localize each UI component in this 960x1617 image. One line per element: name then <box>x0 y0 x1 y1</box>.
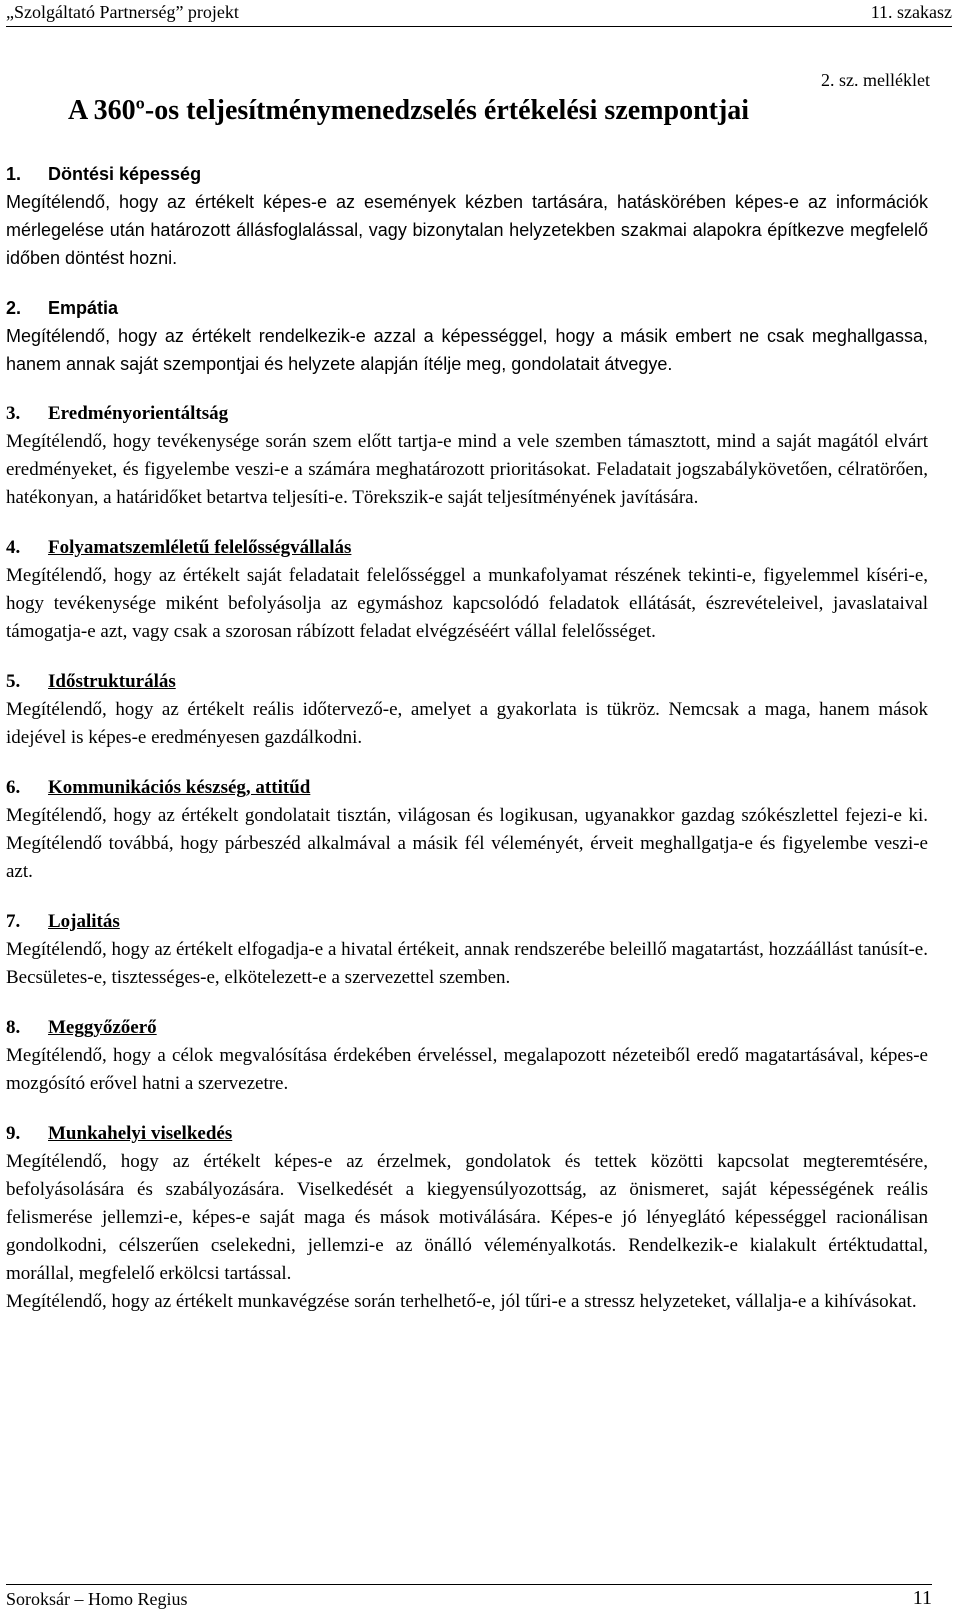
section-body: Megítélendő, hogy az értékelt saját feladatait felelősséggel a munkafolyamat részének tekinti-e, figyelemmel kíséri-e, hogy tevékenysége miként befolyásolja az egymáshoz kapcsolódó feladatok ellátását, észrevételeivel, javaslataival támogatja-e azt, vagy csak a szorosan rábízott feladat elvégzéséért vállal felelősséget. <box>6 565 928 642</box>
section-number: 6. <box>6 777 21 798</box>
section-number: 1. <box>6 164 22 184</box>
section-decision <box>6 160 928 272</box>
section-title: Lojalitás <box>48 911 120 932</box>
section-loyalty <box>6 908 928 992</box>
section-title: Empátia <box>48 298 119 318</box>
sections <box>6 160 928 1338</box>
section-body: Megítélendő, hogy az értékelt gondolatait tisztán, világosan és logikusan, ugyanakkor gazdag szókészlettel fejezi-e ki. Megítélendő továbbá, hogy párbeszéd alkalmával a másik fél véleményét, érveit meghallgatja-e és figyelembe veszi-e azt. <box>6 805 928 882</box>
header-section: 11. szakasz <box>870 2 952 22</box>
section-heading <box>6 534 928 562</box>
section-body: Megítélendő, hogy a célok megvalósítása érdekében érveléssel, megalapozott nézeteiből eredő magatartásával, képes-e mozgósító erővel hatni a szervezetre. <box>6 1045 928 1094</box>
section-body: Megítélendő, hogy az értékelt képes-e az események kézben tartására, hatáskörében képes-e az információk mérlegelése után határozott állásfoglalással, vagy bizonytalan helyzetekben szakmai alapokra építkezve megfelelő időben döntést hozni. <box>6 192 928 268</box>
section-body-continued: Megítélendő, hogy az értékelt munkavégzése során terhelhető-e, jól tűri-e a stressz helyzeteket, vállalja-e a kihívásokat. <box>6 1291 917 1312</box>
section-time-structuring <box>6 668 928 752</box>
page-footer <box>6 1584 932 1615</box>
section-title: Kommunikációs készség, attitűd <box>48 777 311 798</box>
annex-label: 2. sz. melléklet <box>821 70 930 90</box>
section-body: Megítélendő, hogy az értékelt képes-e az érzelmek, gondolatok és tettek közötti kapcsolat megteremtésére, befolyásolására és szabályozására. Viselkedését a kiegyensúlyozottság, az önismeret, saját képességének reális felismerése jellemzi-e, képes-e saját maga és mások motiválására. Képes-e jó lényeglátó képességgel racionálisan gondolkodni, célszerűen cselekedni, jellemzi-e az önálló véleményalkotás. Rendelkezik-e kialakult értéktudattal, morállal, megfelelő erkölcsi tartással. <box>6 1151 928 1284</box>
section-heading <box>6 160 928 188</box>
header-project: „Szolgáltató Partnerség” projekt <box>6 2 239 22</box>
page-number: 11 <box>912 1587 932 1609</box>
section-empathy <box>6 294 928 378</box>
section-workplace-behavior <box>6 1120 928 1316</box>
section-results <box>6 400 928 512</box>
section-heading <box>6 1014 928 1042</box>
section-title: Döntési képesség <box>48 164 202 184</box>
section-number: 2. <box>6 298 22 318</box>
section-body: Megítélendő, hogy tevékenysége során szem előtt tartja-e mind a vele szemben támasztott, mind a saját magától elvárt eredményeket, és figyelembe veszi-e a számára meghatározott prioritásokat. Feladatait jogszabálykövetően, célratörően, hatékonyan, a határidőket betartva teljesíti-e. Törekszik-e saját teljesítményének javítására. <box>6 431 928 508</box>
section-heading <box>6 294 928 322</box>
section-heading <box>6 774 928 802</box>
section-title: Folyamatszemléletű felelősségvállalás <box>48 537 352 558</box>
section-body: Megítélendő, hogy az értékelt rendelkezik-e azzal a képességgel, hogy a másik embert ne csak meghallgassa, hanem annak saját szempontjai és helyzete alapján ítélje meg, gondolatait átvegye. <box>6 326 928 374</box>
section-number: 3. <box>6 403 21 424</box>
section-title: Időstrukturálás <box>48 671 176 692</box>
page-header <box>6 2 952 27</box>
section-heading <box>6 1120 928 1148</box>
section-number: 8. <box>6 1017 21 1038</box>
section-process-responsibility <box>6 534 928 646</box>
section-number: 5. <box>6 671 21 692</box>
section-body: Megítélendő, hogy az értékelt reális időtervező-e, amelyet a gyakorlata is tükröz. Nemcsak a maga, hanem mások idejével is képes-e eredményesen gazdálkodni. <box>6 699 928 748</box>
section-title: Meggyőzőerő <box>48 1017 157 1038</box>
section-title: Eredményorientáltság <box>48 403 229 424</box>
section-number: 7. <box>6 911 21 932</box>
section-communication <box>6 774 928 886</box>
section-persuasion <box>6 1014 928 1098</box>
section-title: Munkahelyi viselkedés <box>48 1123 233 1144</box>
section-number: 9. <box>6 1123 21 1144</box>
section-heading <box>6 668 928 696</box>
footer-org: Soroksár – Homo Regius <box>6 1589 188 1609</box>
section-number: 4. <box>6 537 21 558</box>
section-heading <box>6 400 928 428</box>
page-title: A 360º-os teljesítménymenedzselés értékelési szempontjai <box>68 95 750 126</box>
section-body: Megítélendő, hogy az értékelt elfogadja-e a hivatal értékeit, annak rendszerébe beleillő magatartást, hozzáállást tanúsít-e. Becsületes-e, tisztességes-e, elkötelezett-e a szervezettel szemben. <box>6 939 928 988</box>
section-heading <box>6 908 928 936</box>
